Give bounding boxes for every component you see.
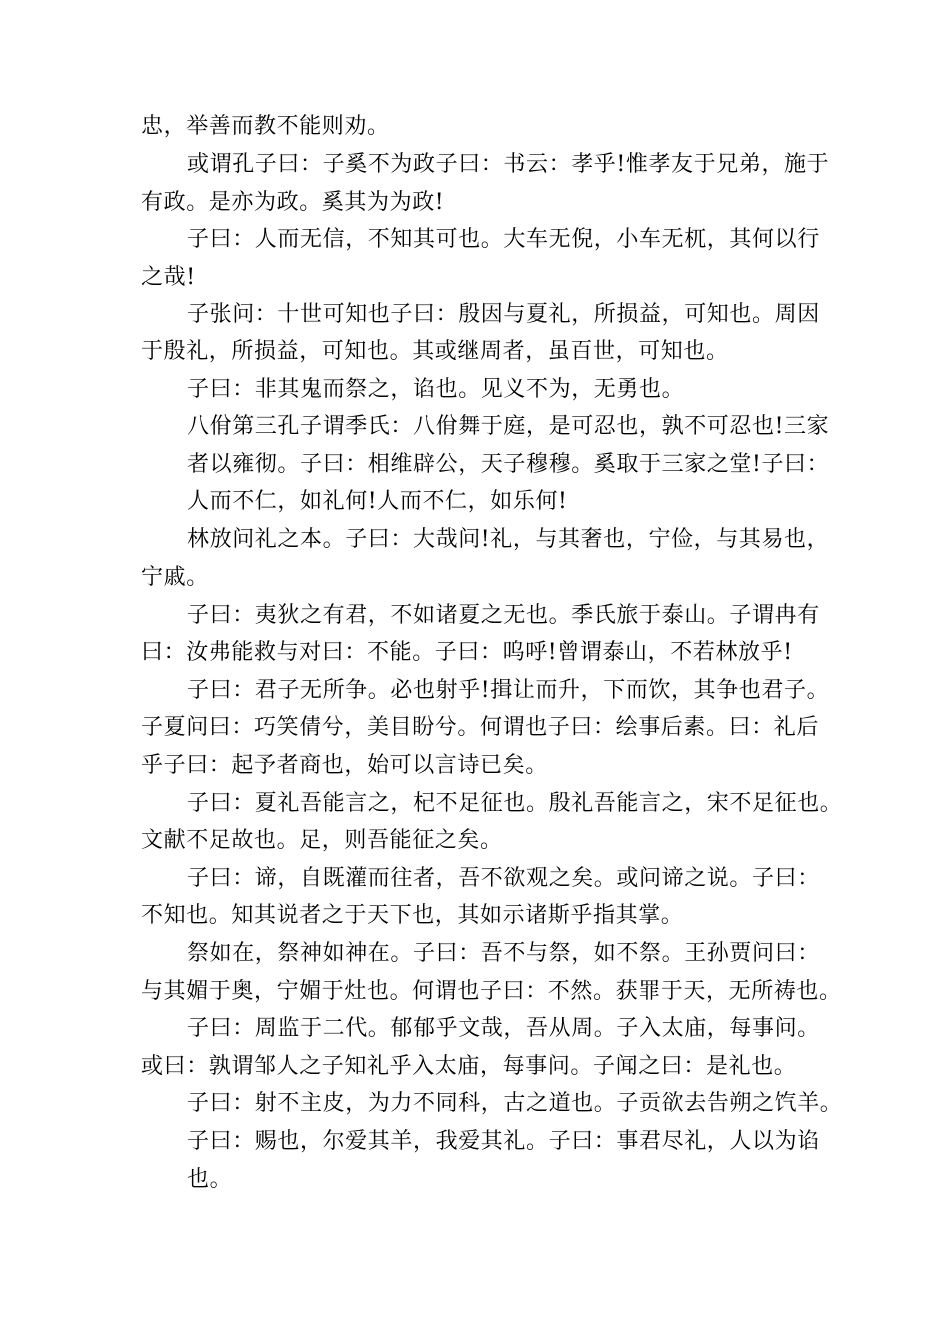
text-line-21: 子曰：谛，自既灌而往者，吾不欲观之矣。或问谛之说。子曰：: [187, 866, 820, 891]
text-line-23: 祭如在，祭神如神在。子曰：吾不与祭，如不祭。王孙贾问曰：: [187, 941, 820, 966]
text-line-12: 林放问礼之本。子曰：大哉问!礼，与其奢也，宁俭，与其易也，: [187, 527, 830, 552]
text-line-6: 子张问：十世可知也子曰：殷因与夏礼，所损益，可知也。周因: [187, 302, 820, 327]
text-line-9: 八佾第三孔子谓季氏：八佾舞于庭，是可忍也，孰不可忍也!三家: [187, 414, 830, 439]
text-line-5: 之哉!: [141, 265, 196, 290]
text-line-8: 子曰：非其鬼而祭之，谄也。见义不为，无勇也。: [187, 377, 685, 402]
text-line-28: 子曰：赐也，尔爱其羊，我爱其礼。子曰：事君尽礼，人以为谄: [187, 1129, 820, 1154]
text-line-11: 人而不仁，如礼何!人而不仁，如乐何!: [187, 489, 568, 514]
text-line-25: 子曰：周监于二代。郁郁乎文哉，吾从周。子入太庙，每事问。: [187, 1016, 820, 1041]
text-line-4: 子曰：人而无信，不知其可也。大车无倪，小车无杌，其何以行: [187, 227, 820, 252]
text-line-13: 宁戚。: [141, 565, 209, 590]
text-line-29: 也。: [187, 1167, 233, 1192]
text-line-2: 或谓孔子曰：子奚不为政子曰：书云：孝乎!惟孝友于兄弟，施于: [187, 152, 830, 177]
text-line-27: 子曰：射不主皮，为力不同科，古之道也。子贡欲去告朔之饩羊。: [187, 1091, 843, 1116]
text-line-19: 子曰：夏礼吾能言之，杞不足征也。殷礼吾能言之，宋不足征也。: [187, 791, 843, 816]
text-line-1: 忠，举善而教不能则劝。: [141, 114, 390, 139]
text-line-22: 不知也。知其说者之于天下也，其如示诸斯乎指其掌。: [141, 903, 684, 928]
text-line-18: 乎子曰：起予者商也，始可以言诗已矣。: [141, 753, 548, 778]
text-line-26: 或曰：孰谓邹人之子知礼乎入太庙，每事问。子闻之曰：是礼也。: [141, 1054, 797, 1079]
text-line-20: 文献不足故也。足，则吾能征之矣。: [141, 828, 503, 853]
text-line-14: 子曰：夷狄之有君，不如诸夏之无也。季氏旅于泰山。子谓冉有: [187, 603, 820, 628]
text-line-17: 子夏问曰：巧笑倩兮，美目盼兮。何谓也子曰：绘事后素。曰：礼后: [141, 715, 820, 740]
text-line-10: 者以雍彻。子曰：相维辟公，天子穆穆。奚取于三家之堂!子曰：: [187, 452, 830, 477]
text-line-3: 有政。是亦为政。奚其为为政!: [141, 190, 445, 215]
text-line-16: 子曰：君子无所争。必也射乎!揖让而升，下而饮，其争也君子。: [187, 678, 830, 703]
text-line-7: 于殷礼，所损益，可知也。其或继周者，虽百世，可知也。: [141, 339, 729, 364]
text-line-15: 曰：汝弗能救与对曰：不能。子曰：呜呼!曾谓泰山，不若林放乎!: [141, 640, 793, 665]
text-line-24: 与其媚于奥，宁媚于灶也。何谓也子曰：不然。获罪于天，无所祷也。: [141, 979, 842, 1004]
